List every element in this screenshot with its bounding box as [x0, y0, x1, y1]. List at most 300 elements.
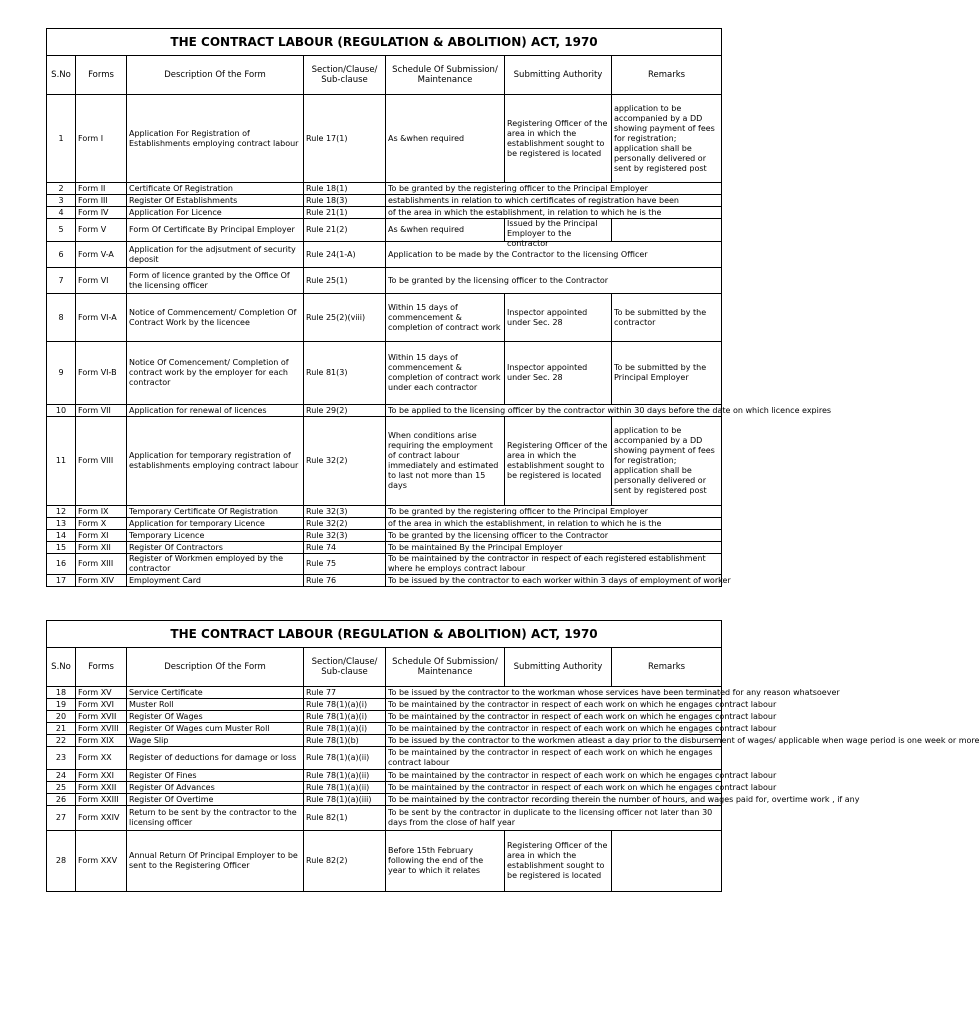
serial-number-cell: [47, 195, 76, 207]
serial-number-cell-text: 10: [55, 405, 67, 415]
schedule-authority-remarks-cell-text: To be issued by the contractor to each worker within 3 days of employment of worker: [388, 575, 731, 585]
column-header: Schedule Of Submission/ Maintenance: [386, 648, 505, 687]
form-name-cell-text: Form VII: [78, 405, 111, 415]
form-name-cell-text: Form XIV: [78, 575, 115, 585]
remarks-cell: [612, 294, 722, 342]
table-row: [47, 342, 722, 405]
schedule-authority-remarks-cell: [386, 554, 722, 575]
serial-number-cell-text: 27: [55, 813, 67, 822]
description-cell-text: Register of deductions for damage or loss: [129, 753, 297, 762]
section-cell: [304, 405, 386, 417]
schedule-authority-remarks-cell-text: To be granted by the registering officer to the Principal Employer: [388, 506, 648, 516]
description-cell-text: Register Of Fines: [129, 770, 197, 780]
table-row: [47, 417, 722, 506]
form-name-cell-text: Form V: [78, 225, 107, 234]
serial-number-cell: [47, 183, 76, 195]
form-name-cell: [76, 195, 127, 207]
section-cell-text: Rule 78(1)(a)(ii): [306, 770, 370, 780]
form-name-cell: [76, 711, 127, 723]
schedule-authority-remarks-cell-text: To be maintained by the contractor in respect of each work on which he engages contract labour: [388, 699, 777, 709]
form-name-cell-text: Form VI-A: [78, 312, 117, 322]
description-cell-text: Notice of Commencement/ Completion Of Contract Work by the licencee: [129, 307, 297, 327]
section-cell-text: Rule 78(1)(a)(iii): [306, 794, 372, 804]
table-title-row: [47, 621, 722, 648]
authority-cell: [505, 95, 612, 183]
description-cell: [127, 405, 304, 417]
column-header: S.No: [47, 648, 76, 687]
description-cell: [127, 542, 304, 554]
section-cell: [304, 342, 386, 405]
column-header: Section/Clause/ Sub-clause: [304, 56, 386, 95]
form-name-cell-text: Form V-A: [78, 249, 114, 259]
column-header: Remarks: [612, 56, 722, 95]
form-name-cell: [76, 518, 127, 530]
schedule-authority-remarks-cell: [386, 794, 860, 806]
section-cell-text: Rule 77: [306, 687, 337, 697]
serial-number-cell-text: 24: [55, 770, 67, 780]
table-row: [47, 219, 722, 242]
section-cell: [304, 294, 386, 342]
serial-number-cell: [47, 735, 76, 747]
schedule-authority-remarks-cell: [386, 747, 722, 770]
form-name-cell-text: Form XXV: [78, 856, 118, 865]
description-cell-text: Muster Roll: [129, 699, 174, 709]
description-cell: [127, 242, 304, 268]
table-row: [47, 687, 722, 699]
table-row: [47, 95, 722, 183]
serial-number-cell: [47, 770, 76, 782]
form-name-cell-text: Form VI-B: [78, 368, 117, 377]
description-cell-text: Register Of Advances: [129, 782, 215, 792]
schedule-authority-remarks-cell: [386, 195, 722, 207]
serial-number-cell: [47, 723, 76, 735]
schedule-authority-remarks-cell: [386, 268, 722, 294]
column-header: Forms: [76, 56, 127, 95]
section-cell: [304, 723, 386, 735]
serial-number-cell-text: 26: [55, 794, 67, 804]
remarks-cell: [612, 417, 722, 506]
form-name-cell-text: Form VIII: [78, 456, 114, 465]
section-cell-text: Rule 78(1)(a)(ii): [306, 782, 370, 792]
description-cell: [127, 747, 304, 770]
serial-number-cell-text: 22: [55, 735, 67, 745]
form-name-cell: [76, 542, 127, 554]
description-cell: [127, 554, 304, 575]
description-cell-text: Application For Registration of Establishments employing contract labour: [129, 128, 299, 148]
authority-cell-text: Issued by the Principal Employer to the contractor: [507, 219, 598, 248]
form-name-cell: [76, 735, 127, 747]
section-cell: [304, 242, 386, 268]
form-name-cell-text: Form XXIII: [78, 794, 119, 804]
section-cell: [304, 794, 386, 806]
serial-number-cell: [47, 782, 76, 794]
serial-number-cell-text: 7: [58, 275, 64, 285]
schedule-authority-remarks-cell: [386, 506, 722, 518]
section-cell: [304, 518, 386, 530]
remarks-cell: [612, 831, 722, 892]
form-name-cell: [76, 242, 127, 268]
serial-number-cell: [47, 294, 76, 342]
description-cell-text: Temporary Licence: [129, 530, 205, 540]
column-header: Forms: [76, 648, 127, 687]
schedule-authority-remarks-cell: [386, 735, 979, 747]
serial-number-cell-text: 4: [58, 207, 64, 217]
schedule-authority-remarks-cell: [386, 575, 731, 587]
description-cell: [127, 770, 304, 782]
authority-cell: [505, 417, 612, 506]
description-cell-text: Register Of Establishments: [129, 195, 238, 205]
table-1: [46, 28, 832, 587]
form-name-cell: [76, 530, 127, 542]
remarks-cell-text: application to be accompanied by a DD showing payment of fees for registration; application shall be personally delivered or sent by registered post: [614, 103, 715, 173]
section-cell: [304, 782, 386, 794]
serial-number-cell: [47, 747, 76, 770]
form-name-cell-text: Form XIX: [78, 735, 115, 745]
schedule-authority-remarks-cell-text: To be granted by the registering officer to the Principal Employer: [388, 183, 648, 193]
serial-number-cell-text: 8: [58, 312, 64, 322]
schedule-authority-remarks-cell-text: To be maintained by the contractor in respect of each work on which he engages contract labour: [388, 711, 777, 721]
serial-number-cell-text: 17: [55, 575, 67, 585]
section-cell-text: Rule 78(1)(b): [306, 735, 359, 745]
section-cell: [304, 699, 386, 711]
form-name-cell: [76, 506, 127, 518]
section-cell-text: Rule 25(1): [306, 275, 348, 285]
schedule-authority-remarks-cell: [386, 207, 722, 219]
table-row: [47, 506, 722, 518]
description-cell-text: Notice Of Comencement/ Completion of contract work by the employer for each contractor: [129, 358, 289, 387]
serial-number-cell: [47, 806, 76, 831]
schedule-authority-remarks-cell-text: To be maintained by the contractor recording therein the number of hours, and wages paid for, overtime work , if any: [388, 794, 860, 804]
section-cell: [304, 95, 386, 183]
serial-number-cell: [47, 219, 76, 242]
serial-number-cell-text: 9: [58, 368, 64, 377]
table-row: [47, 806, 722, 831]
column-header: Description Of the Form: [127, 56, 304, 95]
schedule-authority-remarks-cell-text: To be maintained by the contractor in respect of each registered establishment where he employs contract labour: [388, 554, 706, 573]
section-cell: [304, 542, 386, 554]
description-cell: [127, 417, 304, 506]
table-title-row: [47, 29, 722, 56]
authority-cell: [505, 831, 612, 892]
form-name-cell: [76, 747, 127, 770]
table-row: [47, 735, 722, 747]
description-cell-text: Application for temporary Licence: [129, 518, 265, 528]
schedule-cell-text: Within 15 days of commencement & completion of contract work under each contractor: [388, 353, 501, 392]
description-cell-text: Form Of Certificate By Principal Employer: [129, 225, 295, 234]
description-cell: [127, 183, 304, 195]
description-cell-text: Register Of Contractors: [129, 542, 223, 552]
table-row: [47, 782, 722, 794]
form-name-cell: [76, 770, 127, 782]
description-cell-text: Register Of Overtime: [129, 794, 214, 804]
schedule-cell-text: When conditions arise requiring the employment of contract labour immediately and estimated to last not more than 15 days: [388, 431, 499, 490]
schedule-cell-text: Within 15 days of commencement & completion of contract work: [388, 302, 501, 332]
schedule-cell-text: As &when required: [388, 133, 465, 143]
schedule-authority-remarks-cell: [386, 518, 722, 530]
description-cell: [127, 723, 304, 735]
section-cell: [304, 219, 386, 242]
table-title: THE CONTRACT LABOUR (REGULATION & ABOLITION) ACT, 1970: [47, 29, 722, 56]
section-cell-text: Rule 78(1)(a)(i): [306, 723, 368, 733]
serial-number-cell-text: 6: [58, 249, 64, 259]
serial-number-cell-text: 25: [55, 782, 67, 792]
form-name-cell: [76, 405, 127, 417]
schedule-authority-remarks-cell: [386, 711, 777, 723]
form-name-cell: [76, 687, 127, 699]
schedule-authority-remarks-cell: [386, 242, 722, 268]
schedule-cell-text: As &when required: [388, 225, 465, 234]
section-cell-text: Rule 78(1)(a)(i): [306, 711, 368, 721]
serial-number-cell: [47, 794, 76, 806]
form-name-cell-text: Form XVII: [78, 711, 117, 721]
section-cell-text: Rule 17(1): [306, 133, 348, 143]
description-cell: [127, 687, 304, 699]
section-cell: [304, 530, 386, 542]
schedule-authority-remarks-cell-text: of the area in which the establishment, in relation to which he is the: [388, 207, 662, 217]
serial-number-cell: [47, 342, 76, 405]
table-row: [47, 723, 722, 735]
description-cell-text: Application for the adjsutment of security deposit: [129, 244, 296, 264]
description-cell: [127, 268, 304, 294]
schedule-authority-remarks-cell-text: To be maintained By the Principal Employer: [388, 542, 563, 552]
column-header: S.No: [47, 56, 76, 95]
column-header: Description Of the Form: [127, 648, 304, 687]
schedule-cell: [386, 831, 505, 892]
description-cell-text: Register Of Wages: [129, 711, 203, 721]
description-cell-text: Temporary Certificate Of Registration: [129, 506, 278, 516]
table-row: [47, 711, 722, 723]
description-cell: [127, 294, 304, 342]
description-cell-text: Annual Return Of Principal Employer to be sent to the Registering Officer: [129, 851, 298, 870]
description-cell: [127, 794, 304, 806]
description-cell: [127, 518, 304, 530]
serial-number-cell-text: 15: [55, 542, 67, 552]
section-cell-text: Rule 21(1): [306, 207, 348, 217]
form-name-cell: [76, 575, 127, 587]
serial-number-cell: [47, 417, 76, 506]
authority-cell: [505, 219, 612, 248]
table-2: [46, 620, 979, 892]
remarks-cell: [612, 219, 722, 242]
serial-number-cell-text: 12: [55, 506, 67, 516]
authority-cell-text: Inspector appointed under Sec. 28: [507, 363, 588, 382]
section-cell-text: Rule 82(2): [306, 856, 348, 865]
serial-number-cell: [47, 268, 76, 294]
table-row: [47, 554, 722, 575]
serial-number-cell: [47, 518, 76, 530]
section-cell: [304, 831, 386, 892]
serial-number-cell: [47, 242, 76, 268]
serial-number-cell-text: 19: [55, 699, 67, 709]
description-cell-text: Register of Workmen employed by the contractor: [129, 554, 283, 573]
table-row: [47, 518, 722, 530]
schedule-authority-remarks-cell-text: To be granted by the licensing officer to the Contractor: [388, 275, 609, 285]
description-cell: [127, 806, 304, 831]
description-cell: [127, 95, 304, 183]
description-cell: [127, 342, 304, 405]
section-cell: [304, 506, 386, 518]
form-name-cell: [76, 723, 127, 735]
table-row: [47, 831, 722, 892]
table-row: [47, 794, 722, 806]
remarks-cell: [612, 95, 722, 183]
form-name-cell-text: Form XV: [78, 687, 112, 697]
table-row: [47, 268, 722, 294]
description-cell: [127, 711, 304, 723]
schedule-cell: [386, 294, 505, 342]
authority-cell-text: Registering Officer of the area in which the establishment sought to be registered is located: [507, 118, 608, 158]
form-name-cell: [76, 417, 127, 506]
schedule-authority-remarks-cell-text: Application to be made by the Contractor to the licensing Officer: [388, 249, 648, 259]
table-row: [47, 207, 722, 219]
serial-number-cell-text: 1: [58, 133, 64, 143]
schedule-authority-remarks-cell-text: To be maintained by the contractor in respect of each work on which he engages contract labour: [388, 748, 713, 767]
form-name-cell-text: Form IV: [78, 207, 109, 217]
remarks-cell: [612, 342, 722, 405]
serial-number-cell-text: 2: [58, 183, 64, 193]
form-name-cell: [76, 219, 127, 242]
schedule-authority-remarks-cell: [386, 770, 777, 782]
schedule-authority-remarks-cell-text: To be maintained by the contractor in respect of each work on which he engages contract labour: [388, 782, 777, 792]
form-name-cell: [76, 806, 127, 831]
form-name-cell-text: Form XXIV: [78, 813, 120, 822]
form-name-cell: [76, 268, 127, 294]
table-row: [47, 575, 722, 587]
description-cell: [127, 506, 304, 518]
serial-number-cell: [47, 711, 76, 723]
remarks-cell-text: To be submitted by the Principal Employer: [614, 363, 707, 382]
form-name-cell-text: Form X: [78, 518, 107, 528]
section-cell-text: Rule 75: [306, 559, 337, 568]
schedule-cell: [386, 219, 505, 242]
section-cell-text: Rule 18(3): [306, 195, 348, 205]
description-cell: [127, 530, 304, 542]
serial-number-cell: [47, 687, 76, 699]
section-cell: [304, 554, 386, 575]
form-name-cell: [76, 794, 127, 806]
description-cell-text: Application For Licence: [129, 207, 222, 217]
serial-number-cell-text: 5: [58, 225, 64, 234]
schedule-authority-remarks-cell-text: To be maintained by the contractor in respect of each work on which he engages contract labour: [388, 770, 777, 780]
schedule-authority-remarks-cell-text: establishments in relation to which certificates of registration have been: [388, 195, 680, 205]
form-name-cell-text: Form XXII: [78, 782, 117, 792]
form-name-cell-text: Form XIII: [78, 559, 114, 568]
section-cell-text: Rule 21(2): [306, 225, 348, 234]
serial-number-cell: [47, 530, 76, 542]
form-name-cell: [76, 183, 127, 195]
section-cell-text: Rule 29(2): [306, 405, 348, 415]
serial-number-cell-text: 20: [55, 711, 67, 721]
description-cell-text: Service Certificate: [129, 687, 203, 697]
section-cell: [304, 735, 386, 747]
section-cell-text: Rule 32(3): [306, 530, 348, 540]
header-row: [47, 56, 722, 95]
description-cell: [127, 575, 304, 587]
table-row: [47, 770, 722, 782]
description-cell: [127, 195, 304, 207]
description-cell-text: Register Of Wages cum Muster Roll: [129, 723, 270, 733]
form-name-cell-text: Form I: [78, 133, 104, 143]
section-cell: [304, 806, 386, 831]
form-name-cell: [76, 831, 127, 892]
form-name-cell-text: Form XII: [78, 542, 111, 552]
table-row: [47, 405, 722, 417]
section-cell: [304, 711, 386, 723]
column-header: Schedule Of Submission/ Maintenance: [386, 56, 505, 95]
form-name-cell-text: Form XVIII: [78, 723, 119, 733]
description-cell-text: Return to be sent by the contractor to the licensing officer: [129, 808, 297, 827]
section-cell: [304, 268, 386, 294]
schedule-authority-remarks-cell: [386, 530, 722, 542]
description-cell-text: Certificate Of Registration: [129, 183, 233, 193]
table-row: [47, 747, 722, 770]
form-name-cell: [76, 699, 127, 711]
description-cell: [127, 831, 304, 892]
section-cell: [304, 183, 386, 195]
authority-cell-text: Registering Officer of the area in which the establishment sought to be registered is located: [507, 841, 608, 880]
section-cell-text: Rule 32(3): [306, 506, 348, 516]
description-cell: [127, 219, 304, 242]
section-cell: [304, 575, 386, 587]
schedule-authority-remarks-cell-text: To be issued by the contractor to the workman whose services have been terminated for any reason whatsoever: [388, 687, 840, 697]
schedule-authority-remarks-cell: [386, 542, 722, 554]
authority-cell: [505, 294, 612, 342]
section-cell-text: Rule 32(2): [306, 456, 348, 465]
serial-number-cell: [47, 554, 76, 575]
column-header: Section/Clause/ Sub-clause: [304, 648, 386, 687]
serial-number-cell-text: 18: [55, 687, 67, 697]
section-cell-text: Rule 81(3): [306, 368, 348, 377]
column-header: Submitting Authority: [505, 648, 612, 687]
form-name-cell: [76, 207, 127, 219]
serial-number-cell-text: 16: [55, 559, 67, 568]
description-cell-text: Application for renewal of licences: [129, 405, 267, 415]
serial-number-cell: [47, 506, 76, 518]
header-row: [47, 648, 722, 687]
schedule-authority-remarks-cell: [386, 405, 832, 417]
serial-number-cell-text: 14: [55, 530, 67, 540]
section-cell-text: Rule 32(2): [306, 518, 348, 528]
serial-number-cell: [47, 831, 76, 892]
authority-cell: [505, 342, 612, 405]
table-row: [47, 195, 722, 207]
description-cell-text: Application for temporary registration of establishments employing contract labour: [129, 451, 299, 470]
schedule-authority-remarks-cell-text: To be issued by the contractor to the workmen atleast a day prior to the disbursement of wages/ applicable when wage period is one week or more: [388, 735, 979, 745]
serial-number-cell-text: 11: [55, 456, 67, 465]
form-name-cell-text: Form XI: [78, 530, 109, 540]
serial-number-cell-text: 13: [55, 518, 67, 528]
section-cell: [304, 687, 386, 699]
serial-number-cell: [47, 207, 76, 219]
form-name-cell-text: Form VI: [78, 275, 109, 285]
section-cell: [304, 770, 386, 782]
table-title: THE CONTRACT LABOUR (REGULATION & ABOLITION) ACT, 1970: [47, 621, 722, 648]
section-cell-text: Rule 18(1): [306, 183, 348, 193]
section-cell-text: Rule 74: [306, 542, 337, 552]
column-header: Remarks: [612, 648, 722, 687]
description-cell: [127, 699, 304, 711]
remarks-cell-text: application to be accompanied by a DD showing payment of fees for registration; application shall be personally delivered or sent by registered post: [614, 426, 715, 495]
schedule-authority-remarks-cell-text: To be maintained by the contractor in respect of each work on which he engages contract labour: [388, 723, 777, 733]
section-cell-text: Rule 24(1-A): [306, 249, 356, 259]
section-cell-text: Rule 78(1)(a)(ii): [306, 753, 370, 762]
table-row: [47, 542, 722, 554]
remarks-cell-text: To be submitted by the contractor: [614, 307, 707, 327]
authority-cell-text: Inspector appointed under Sec. 28: [507, 307, 588, 327]
section-cell: [304, 417, 386, 506]
schedule-cell: [386, 417, 505, 506]
serial-number-cell-text: 3: [58, 195, 64, 205]
